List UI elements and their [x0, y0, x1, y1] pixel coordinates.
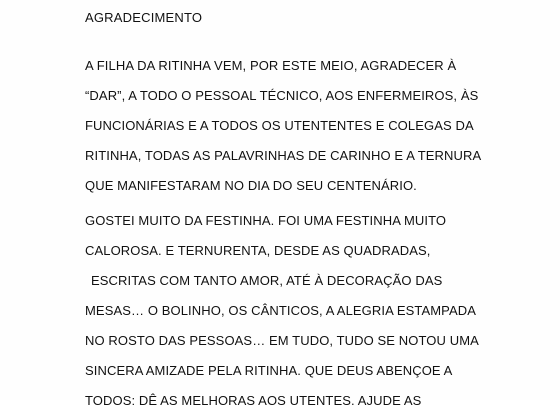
paragraph-line: NO ROSTO DAS PESSOAS… EM TUDO, TUDO SE NOTOU UMA	[85, 333, 479, 348]
paragraph-line: ESCRITAS COM TANTO AMOR, ATÉ À DECORAÇÃO DAS	[91, 273, 443, 288]
document-title: AGRADECIMENTO	[85, 10, 203, 25]
paragraph-line: RITINHA, TODAS AS PALAVRINHAS DE CARINHO E A TERNURA	[85, 148, 482, 163]
paragraph-line: CALOROSA. E TERNURENTA, DESDE AS QUADRADAS,	[85, 243, 431, 258]
paragraph-line: SINCERA AMIZADE PELA RITINHA. QUE DEUS ABENÇOE A	[85, 363, 453, 378]
paragraph-line: FUNCIONÁRIAS E A TODOS OS UTENTENTES E COLEGAS DA	[85, 118, 474, 133]
paragraph-line: QUE MANIFESTARAM NO DIA DO SEU CENTENÁRIO.	[85, 178, 417, 193]
paragraph-line: “DAR”, A TODO O PESSOAL TÉCNICO, AOS ENFERMEIROS, ÀS	[85, 88, 479, 103]
paragraph-line: GOSTEI MUITO DA FESTINHA. FOI UMA FESTINHA MUITO	[85, 213, 447, 228]
paragraph-line: A FILHA DA RITINHA VEM, POR ESTE MEIO, AGRADECER À	[85, 58, 457, 73]
paragraph-2	[85, 206, 479, 416]
paragraph-line: TODOS: DÊ AS MELHORAS AOS UTENTES. AJUDE AS	[85, 393, 422, 408]
paragraph-line: MESAS… O BOLINHO, OS CÂNTICOS, A ALEGRIA ESTAMPADA	[85, 303, 477, 318]
paragraph-1	[85, 51, 481, 201]
